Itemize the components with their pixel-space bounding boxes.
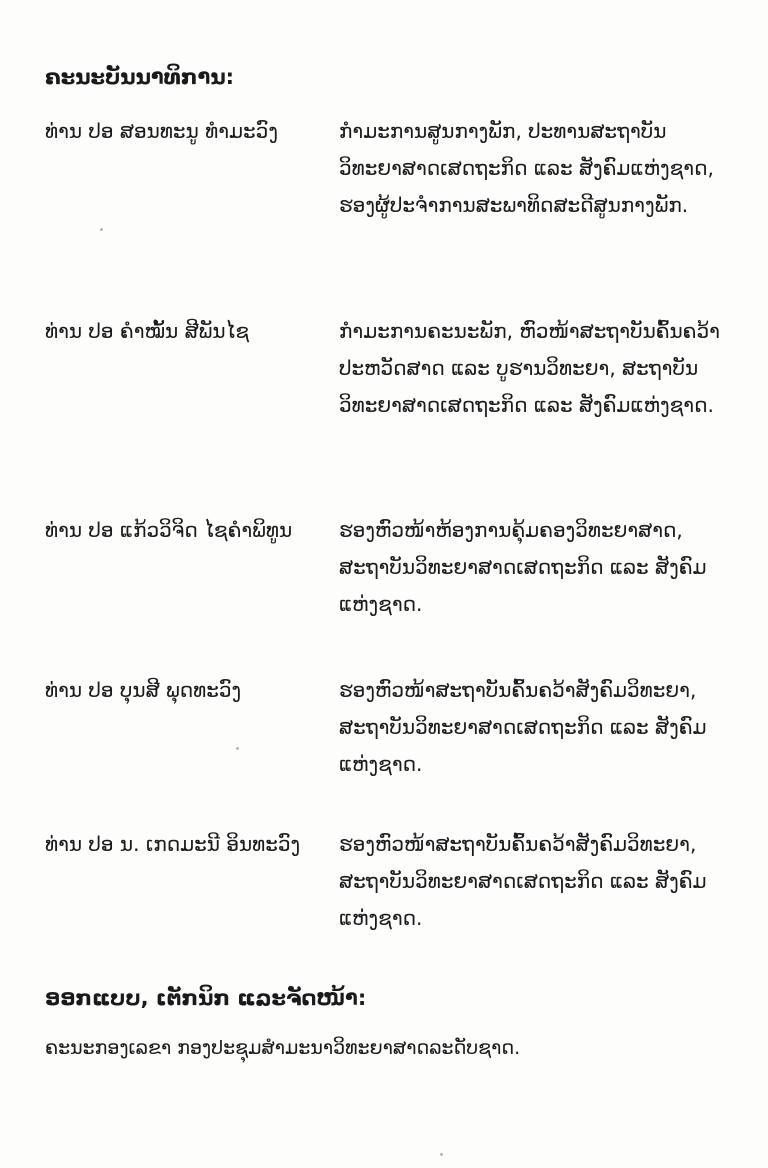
scan-speck — [440, 1153, 443, 1156]
scan-speck — [236, 747, 239, 750]
member-name: ທ່ານ ປອ ສອນທະນູ ທຳມະວົງ — [45, 119, 278, 143]
member-name: ທ່ານ ປອ ນ. ເກດມະນີ ອິນທະວົງ — [45, 832, 301, 856]
scan-speck — [100, 228, 103, 231]
design-credits-heading: ອອກແບບ, ເຕັກນິກ ແລະຈັດໜ້າ: — [45, 986, 367, 1010]
member-role: ຮອງຫົວໜ້າຫ້ອງການຄຸ້ມຄອງວິທະຍາສາດ, ສະຖາບັນວິທະຍາສາດເສດຖະກິດ ແລະ ສັງຄົມແຫ່ງຊາດ. — [339, 518, 707, 616]
member-role: ກຳມະການຄະນະພັກ, ຫົວໜ້າສະຖາບັນຄົ້ນຄວ້າປະຫວັດສາດ ແລະ ບູຮານວິທະຍາ, ສະຖາບັນວິທະຍາສາດເສດຖະກິດ ແລະ ສັງຄົມແຫ່ງຊາດ. — [339, 319, 720, 417]
member-name: ທ່ານ ປອ ແກ້ວວິຈິດ ໄຊຄຳພິທູນ — [45, 518, 293, 542]
member-name: ທ່ານ ປອ ຄຳໝັ້ນ ສີພັນໄຊ — [45, 319, 250, 343]
member-role: ຮອງຫົວໜ້າສະຖາບັນຄົ້ນຄວ້າສັງຄົມວິທະຍາ, ສະຖາບັນວິທະຍາສາດເສດຖະກິດ ແລະ ສັງຄົມແຫ່ງຊາດ. — [339, 678, 707, 776]
design-credit-text: ຄະນະກອງເລຂາ ກອງປະຊຸມສຳມະນາວິທະຍາສາດລະດັບຊາດ. — [45, 1037, 521, 1059]
member-role: ຮອງຫົວໜ້າສະຖາບັນຄົ້ນຄວ້າສັງຄົມວິທະຍາ, ສະຖາບັນວິທະຍາສາດເສດຖະກິດ ແລະ ສັງຄົມແຫ່ງຊາດ. — [339, 832, 707, 930]
member-role: ກຳມະການສູນກາງພັກ, ປະທານສະຖາບັນວິທະຍາສາດເສດຖະກິດ ແລະ ສັງຄົມແຫ່ງຊາດ, ຮອງຜູ້ປະຈຳການສະພາທິດສະດີສູນກາງພັກ. — [339, 119, 714, 217]
editorial-board-heading: ຄະນະບັນນາທິການ: — [45, 65, 235, 89]
member-name: ທ່ານ ປອ ບຸນສີ ພຸດທະວົງ — [45, 678, 242, 702]
